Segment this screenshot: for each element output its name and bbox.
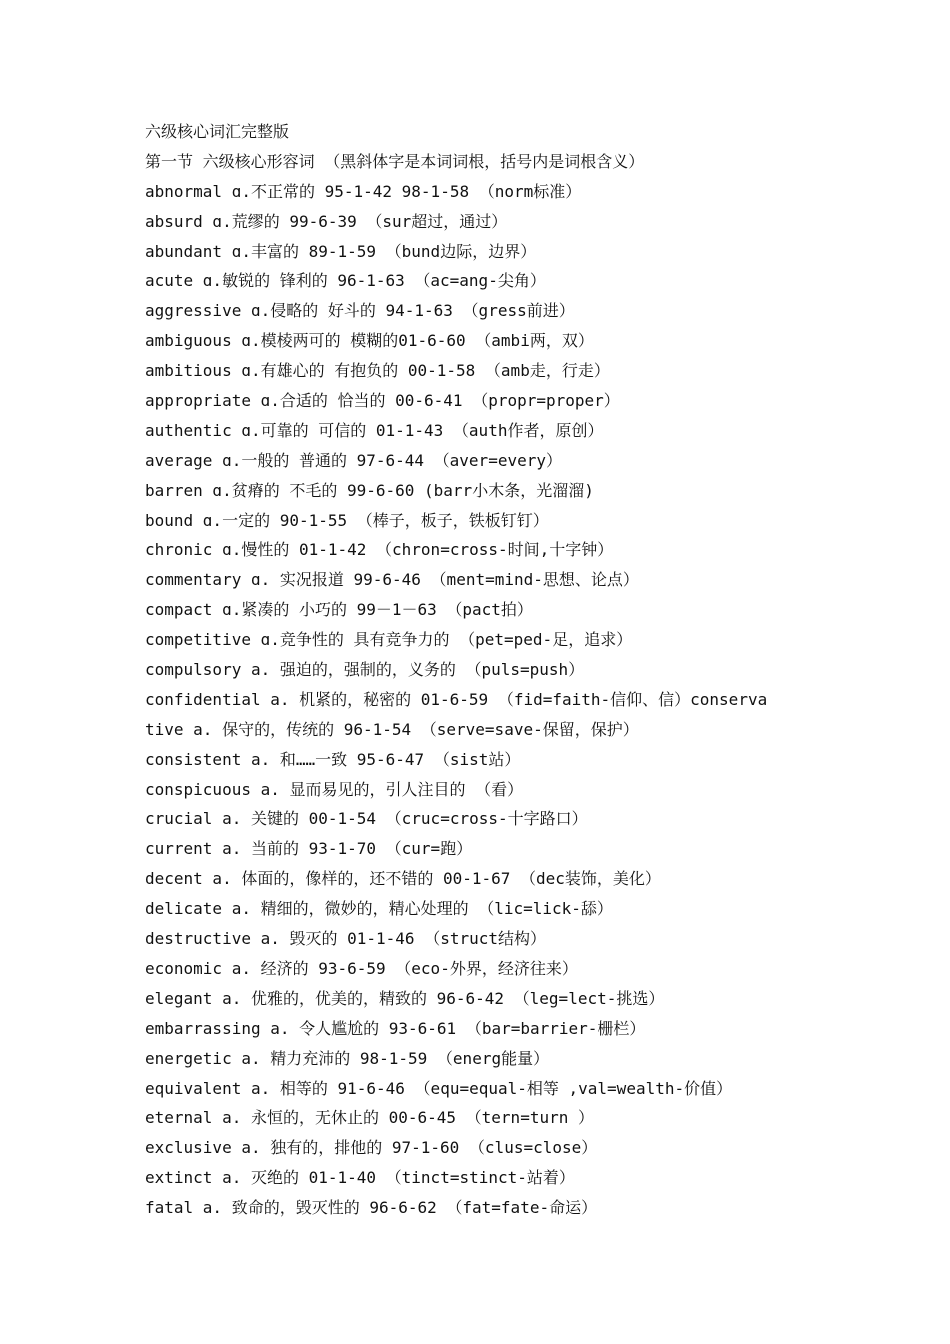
vocab-entry: consistent a. 和……一致 95-6-47 （sist站）: [145, 749, 521, 769]
vocab-entry: ambitious ɑ.有雄心的 有抱负的 00-1-58 （amb走，行走）: [145, 361, 610, 381]
vocab-entry: elegant a. 优雅的，优美的，精致的 96-6-42 （leg=lect-挑选）: [145, 988, 665, 1008]
vocab-entry: authentic ɑ.可靠的 可信的 01-1-43 （auth作者，原创）: [145, 420, 604, 440]
vocab-entry: commentary ɑ. 实况报道 99-6-46 （ment=mind-思想、论点）: [145, 570, 639, 590]
vocab-entry: acute ɑ.敏锐的 锋利的 96-1-63 （ac=ang-尖角）: [145, 271, 546, 291]
vocab-entry: embarrassing a. 令人尴尬的 93-6-61 （bar=barrier-栅栏）: [145, 1018, 646, 1038]
vocab-entry: economic a. 经济的 93-6-59 （eco-外界，经济往来）: [145, 958, 578, 978]
vocab-entry: destructive a. 毁灭的 01-1-46 （struct结构）: [145, 929, 546, 949]
vocab-entry: compact ɑ.紧凑的 小巧的 99－1－63 （pact拍）: [145, 600, 533, 620]
vocab-entry: absurd ɑ.荒缪的 99-6-39 （sur超过，通过）: [145, 211, 508, 231]
vocab-entry: confidential a. 机紧的，秘密的 01-6-59 （fid=faith-信仰、信）conserva: [145, 689, 768, 709]
vocab-entry: delicate a. 精细的，微妙的，精心处理的 （lic=lick-舔）: [145, 899, 613, 919]
document-title: 六级核心词汇完整版: [145, 122, 290, 141]
vocab-entry: bound ɑ.一定的 90-1-55 （棒子，板子，铁板钉钉）: [145, 510, 549, 530]
vocab-entry: tive a. 保守的，传统的 96-1-54 （serve=save-保留，保护）: [145, 719, 639, 739]
vocab-entry: average ɑ.一般的 普通的 97-6-44 （aver=every）: [145, 450, 562, 470]
section-heading: 第一节 六级核心形容词 （黑斜体字是本词词根，括号内是词根含义）: [145, 151, 645, 171]
vocab-entry: abundant ɑ.丰富的 89-1-59 （bund边际，边界）: [145, 241, 537, 261]
vocab-entry: conspicuous a. 显而易见的，引人注目的 （看）: [145, 779, 524, 799]
vocab-entry: decent a. 体面的，像样的，还不错的 00-1-67 （dec装饰，美化）: [145, 869, 661, 889]
vocab-entry: exclusive a. 独有的，排他的 97-1-60 （clus=close）: [145, 1138, 598, 1158]
document-body: [145, 117, 845, 1223]
vocab-entry: fatal a. 致命的，毁灭性的 96-6-62 （fat=fate-命运）: [145, 1198, 598, 1218]
vocab-entry: compulsory a. 强迫的，强制的，义务的 （puls=push）: [145, 660, 585, 680]
vocab-entry: crucial a. 关键的 00-1-54 （cruc=cross-十字路口）: [145, 809, 588, 829]
vocab-entry: abnormal ɑ.不正常的 95-1-42 98-1-58 （norm标准）: [145, 181, 582, 201]
vocab-entry: ambiguous ɑ.模棱两可的 模糊的01-6-60 （ambi两，双）: [145, 331, 594, 351]
vocab-entry: competitive ɑ.竞争性的 具有竞争力的 （pet=ped-足，追求）: [145, 630, 633, 650]
vocab-entry: appropriate ɑ.合适的 恰当的 00-6-41 （propr=proper）: [145, 391, 620, 411]
vocab-entry: energetic a. 精力充沛的 98-1-59 （energ能量）: [145, 1048, 550, 1068]
vocab-entry: eternal a. 永恒的，无休止的 00-6-45 （tern=turn ）: [145, 1108, 594, 1128]
vocab-entry: equivalent a. 相等的 91-6-46 （equ=equal-相等 ,val=wealth-价值）: [145, 1078, 733, 1098]
vocab-entry: chronic ɑ.慢性的 01-1-42 （chron=cross-时间,十字钟）: [145, 540, 614, 560]
vocab-entry: aggressive ɑ.侵略的 好斗的 94-1-63 （gress前进）: [145, 301, 575, 321]
vocab-entry: extinct a. 灭绝的 01-1-40 （tinct=stinct-站着）: [145, 1168, 575, 1188]
vocab-entry: barren ɑ.贫瘠的 不毛的 99-6-60 (barr小木条，光溜溜): [145, 480, 594, 500]
vocab-entry: current a. 当前的 93-1-70 （cur=跑）: [145, 839, 473, 859]
